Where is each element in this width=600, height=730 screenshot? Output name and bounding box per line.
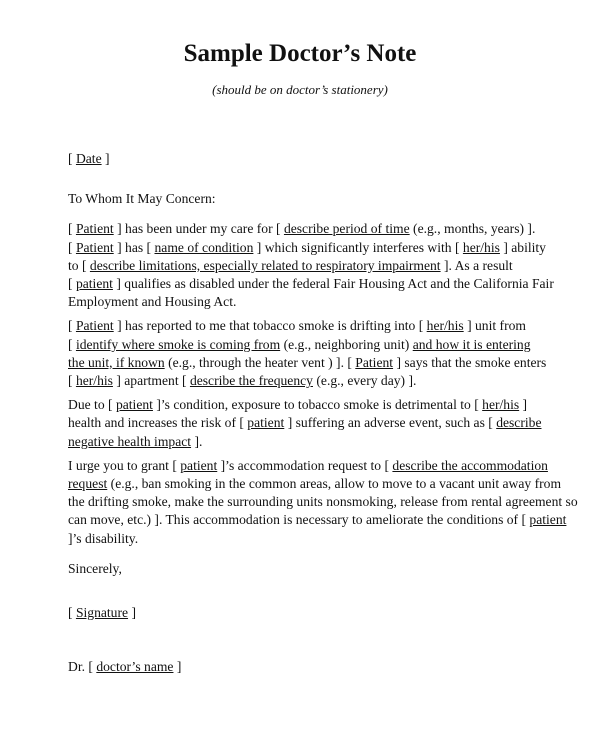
- text-span: ].: [191, 433, 203, 449]
- date-field: Date: [75, 151, 102, 166]
- closing: Sincerely,: [68, 560, 122, 576]
- text-span: ] says that the smoke enters: [393, 354, 547, 370]
- text-span: ]. As a result: [440, 257, 513, 273]
- patient-field: patient: [247, 415, 285, 431]
- signature-block: [68, 560, 580, 677]
- signature-field: Signature: [75, 605, 129, 621]
- health-impact-field: describe negative health impact: [68, 415, 542, 449]
- text-span: Dr.: [68, 659, 89, 675]
- period-field: describe period of time: [283, 221, 410, 237]
- her-his-field: her/his: [75, 373, 113, 389]
- text-span: (e.g., ban smoking in the common areas, allow to move to a vacant unit away from the drifting smoke, make the surrounding units nonsmoking, release from rental agreement so can move, etc.) ]. This accommodation is necessary to ameliorate the conditions of [: [68, 476, 578, 528]
- limitations-field: describe limitations, especially related to respiratory impairment: [89, 257, 441, 273]
- text-span: to [: [68, 257, 90, 273]
- patient-field: patient: [529, 512, 567, 528]
- doctor-name-field: doctor’s name: [96, 659, 174, 675]
- text-span: ] apartment [: [112, 373, 190, 389]
- text-span: ]’s disability.: [68, 530, 139, 546]
- text-span: ] has reported to me that tobacco smoke is drifting into [: [113, 318, 427, 334]
- paragraph-3: [68, 396, 580, 451]
- date-line: [ Date ]: [68, 151, 110, 166]
- text-span: ] has been under my care for [: [113, 221, 284, 237]
- patient-field: Patient: [75, 318, 114, 334]
- text-span: ] has [: [113, 239, 155, 255]
- condition-field: name of condition: [154, 239, 254, 255]
- text-span: Due to [: [68, 397, 116, 413]
- text-span: I urge you to grant [: [68, 457, 181, 473]
- salutation: To Whom It May Concern:: [68, 191, 216, 207]
- text-span: ] unit from: [463, 318, 526, 334]
- text-span: ]’s accommodation request to [: [217, 457, 393, 473]
- her-his-field: her/his: [462, 239, 500, 255]
- text-span: (e.g., through the heater vent ) ]. [: [164, 354, 356, 370]
- signature-line: [ Signature ]: [68, 605, 136, 621]
- her-his-field: her/his: [482, 397, 520, 413]
- her-his-field: her/his: [426, 318, 464, 334]
- text-span: (e.g., months, years) ].: [409, 221, 536, 237]
- frequency-field: describe the frequency: [189, 373, 313, 389]
- text-span: ]: [519, 397, 528, 413]
- text-span: ] suffering an adverse event, such as [: [284, 415, 497, 431]
- text-span: health and increases the risk of [: [68, 415, 248, 431]
- doctor-name-line: Dr. [ doctor’s name ]: [68, 659, 182, 675]
- text-span: ] ability: [499, 239, 546, 255]
- patient-field: Patient: [75, 239, 114, 255]
- patient-field: Patient: [355, 354, 394, 370]
- text-span: ] which significantly interferes with [: [253, 239, 463, 255]
- text-span: (e.g., neighboring unit): [280, 336, 413, 352]
- text-span: ] qualifies as disabled under the federal Fair Housing Act and the California Fair Employment and Housing Act.: [68, 276, 554, 310]
- paragraph-2: [ Patient ] has reported to me that tobacco smoke is drifting into [ her/his ] unit from [ identify where smoke is coming from (e.g., neighboring unit) and how it is entering the unit, if known (e.g., through the heater vent ) ]. [ Patient ] says that the smoke enters [ her/his ] apartment [ describe the frequency (e.g., every day) ].: [68, 318, 547, 389]
- text-span: (e.g., every day) ].: [312, 373, 417, 389]
- text-span: ]’s condition, exposure to tobacco smoke is detrimental to [: [152, 397, 483, 413]
- document-subtitle: (should be on doctor’s stationery): [212, 82, 388, 97]
- letter-body: [68, 150, 580, 676]
- entry-method-field: and how it is entering: [412, 336, 531, 352]
- patient-field: patient: [115, 397, 153, 413]
- smoke-source-field: identify where smoke is coming from: [75, 336, 281, 352]
- paragraph-4: [68, 457, 580, 548]
- patient-field: Patient: [75, 221, 114, 237]
- document-title: Sample Doctor’s Note: [183, 40, 417, 67]
- location-field: the unit, if known: [68, 354, 165, 370]
- patient-field: patient: [75, 276, 113, 292]
- paragraph-1: [ Patient ] has been under my care for [ describe period of time (e.g., months, years) ]. [ Patient ] has [ name of condition ] which significantly interferes with [ her/his ] ability to [ describe limitations, especially related to respiratory impairment ]. As a result [ patient ] qualifies as disabled under the federal Fair Housing Act and the California Fair Employment and Housing Act.: [68, 221, 554, 310]
- accommodation-field: describe the accommodation request: [68, 457, 548, 492]
- patient-field: patient: [180, 457, 218, 473]
